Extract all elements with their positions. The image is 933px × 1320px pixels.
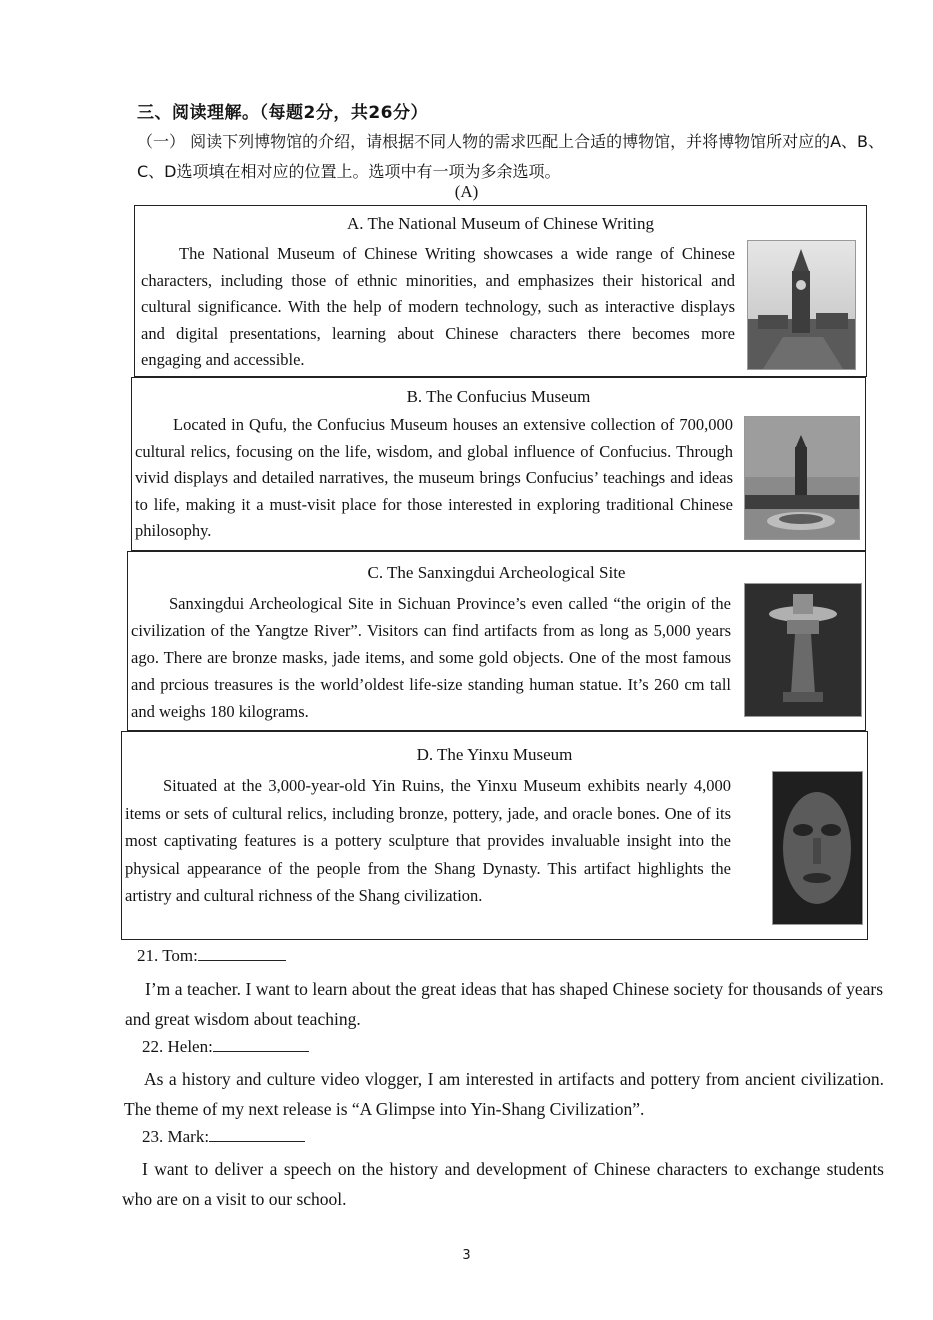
question-23-text: I want to deliver a speech on the history and development of Chinese characters to exchange students who are on a visit to our school.: [122, 1159, 884, 1209]
museum-title: B. The Confucius Museum: [406, 387, 591, 406]
museum-box-c: [127, 551, 866, 731]
question-label: 22. Helen:: [142, 1037, 213, 1056]
question-23-label: [142, 1127, 305, 1147]
question-label: 21. Tom:: [137, 946, 198, 965]
answer-blank[interactable]: [198, 946, 286, 961]
museum-description: Sanxingdui Archeological Site in Sichuan Province’s even called “the origin of the civilization of the Yangtze River”. Visitors can find artifacts from as long as 5,000 years ago. There are bronze masks, jade items, and some gold objects. One of the most famous and prcious treasures is the world’oldest life-size standing human statue. It’s 260 cm tall and weighs 180 kilograms.: [131, 594, 731, 721]
part-label: (A): [454, 182, 479, 201]
museum-title: D. The Yinxu Museum: [416, 745, 573, 764]
bronze-statue-photo: [744, 583, 862, 717]
answer-blank[interactable]: [213, 1037, 309, 1052]
question-22-text: As a history and culture video vlogger, I am interested in artifacts and pottery from ancient civilization. The theme of my next release is “A Glimpse into Yin-Shang Civilization”.: [124, 1069, 884, 1119]
question-label: 23. Mark:: [142, 1127, 210, 1146]
question-22-label: [142, 1037, 309, 1057]
museum-description: Located in Qufu, the Confucius Museum houses an extensive collection of 700,000 cultural relics, focusing on the life, wisdom, and global influence of Confucius. Through vivid displays and detailed narratives, the museum brings Confucius’ teachings and ideas to life, making it a must-visit place for those interested in exploring traditional Chinese philosophy.: [135, 415, 733, 540]
pottery-face-photo: [772, 771, 863, 925]
answer-blank[interactable]: [209, 1127, 305, 1142]
page-number: 3: [462, 1248, 471, 1263]
museum-description: Situated at the 3,000-year-old Yin Ruins, the Yinxu Museum exhibits nearly 4,000 items or sets of cultural relics, including bronze, pottery, jade, and oracle bones. One of its most captivating features is a pottery sculpture that provides invaluable insight into the physical appearance of the people from the Shang Dynasty. This artifact highlights the artistry and cultural richness of the Shang civilization.: [125, 776, 731, 905]
museum-title: C. The Sanxingdui Archeological Site: [367, 563, 626, 582]
museum-description: The National Museum of Chinese Writing showcases a wide range of Chinese characters, including those of ethnic minorities, and emphasizes their historical and cultural significance. With the help of modern technology, such as interactive displays and digital presentations, learning about Chinese characters there becomes more engaging and accessible.: [141, 244, 735, 369]
museum-box-b: [131, 377, 866, 551]
section-title: 三、阅读理解。（每题2分，共26分）: [137, 103, 428, 123]
museum-box-a: [134, 205, 867, 377]
tower-plaza-photo: [744, 416, 860, 540]
museum-box-d: [121, 731, 868, 940]
clock-tower-photo: [747, 240, 856, 370]
question-21-label: [137, 946, 286, 966]
museum-title: A. The National Museum of Chinese Writing: [346, 214, 654, 233]
question-21-text: I’m a teacher. I want to learn about the great ideas that has shaped Chinese society for thousands of years and great wisdom about teaching.: [125, 979, 883, 1029]
instructions: （一） 阅读下列博物馆的介绍，请根据不同人物的需求匹配上合适的博物馆，并将博物馆所对应的A、B、C、D选项填在相对应的位置上。选项中有一项为多余选项。: [137, 132, 885, 181]
